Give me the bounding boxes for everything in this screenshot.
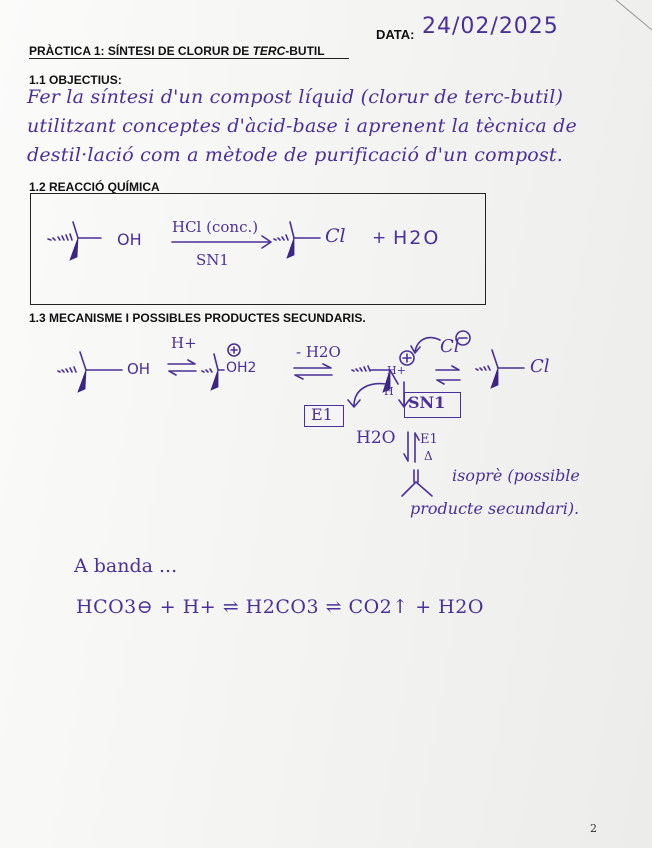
tert-butanol-structure [46, 212, 126, 272]
water-label: H2O [356, 428, 396, 448]
mechanism-heading: 1.3 MECANISME I POSSIBLES PRODUCTES SECUNDARIS. [29, 311, 366, 325]
elimination-equilibrium-arrow [402, 430, 422, 464]
aside-equation: HCO3⊖ + H+ ⇌ H2CO3 ⇌ CO2↑ + H2O [76, 596, 484, 618]
e1-label: E1 [311, 405, 333, 424]
objectives-line-2: utilitzant conceptes d'àcid-base i aprenent la tècnica de [27, 115, 577, 137]
page-number: 2 [590, 822, 597, 835]
reaction-plus: + [372, 228, 387, 248]
reaction-arrow-top-label: HCl (conc.) [172, 218, 259, 236]
sn1-label: SN1 [408, 393, 446, 412]
mechanism-oh2: OH2 [226, 360, 257, 376]
date-value: 24/02/2025 [422, 14, 559, 39]
title-italic: TERC [252, 44, 286, 58]
carbocation-h-label: H+ [387, 364, 406, 377]
title-suffix: -BUTIL [285, 44, 325, 58]
side-product-line-2: producte secundari). [410, 499, 580, 518]
page-title [29, 44, 325, 58]
objectives-line-1: Fer la síntesi d'un compost líquid (clorur de terc-butil) [27, 86, 564, 108]
mechanism-product-cl: Cl [530, 356, 550, 377]
elimination-h-label: H [384, 385, 394, 398]
tert-butyl-chloride-structure [270, 212, 330, 272]
reactant-oh: OH [117, 230, 142, 249]
page-corner-fold [612, 0, 652, 40]
e1-small-label: E1 [420, 432, 438, 447]
reaction-heading: 1.2 REACCIÓ QUÍMICA [29, 180, 160, 194]
loss-of-water-label: - H2O [296, 343, 341, 361]
equilibrium-arrow-2 [292, 362, 336, 382]
reaction-water: H2O [393, 227, 441, 249]
title-prefix: PRÀCTICA 1: SÍNTESI DE CLORUR DE [29, 44, 253, 58]
equilibrium-arrow-1 [166, 358, 200, 378]
product-cl: Cl [325, 225, 346, 247]
mechanism-proton-label: H+ [171, 334, 197, 352]
aside-intro: A banda ... [74, 555, 178, 577]
objectives-line-3: destil·lació com a mètode de purificació d'un compost. [27, 144, 563, 166]
sn1-arrow [394, 380, 414, 410]
reaction-arrow [170, 232, 280, 252]
reaction-arrow-bottom-label: SN1 [196, 251, 229, 269]
mechanism-tert-butanol [56, 344, 136, 404]
heat-label: Δ [424, 449, 433, 463]
mechanism-oh: OH [127, 360, 151, 378]
side-product-line-1: isoprè (possible [452, 466, 580, 485]
objectives-heading: 1.1 OBJECTIUS: [29, 73, 122, 87]
chloride-ion: Cl [440, 336, 460, 357]
title-underline [29, 58, 349, 59]
date-label: DATA: [376, 27, 415, 42]
